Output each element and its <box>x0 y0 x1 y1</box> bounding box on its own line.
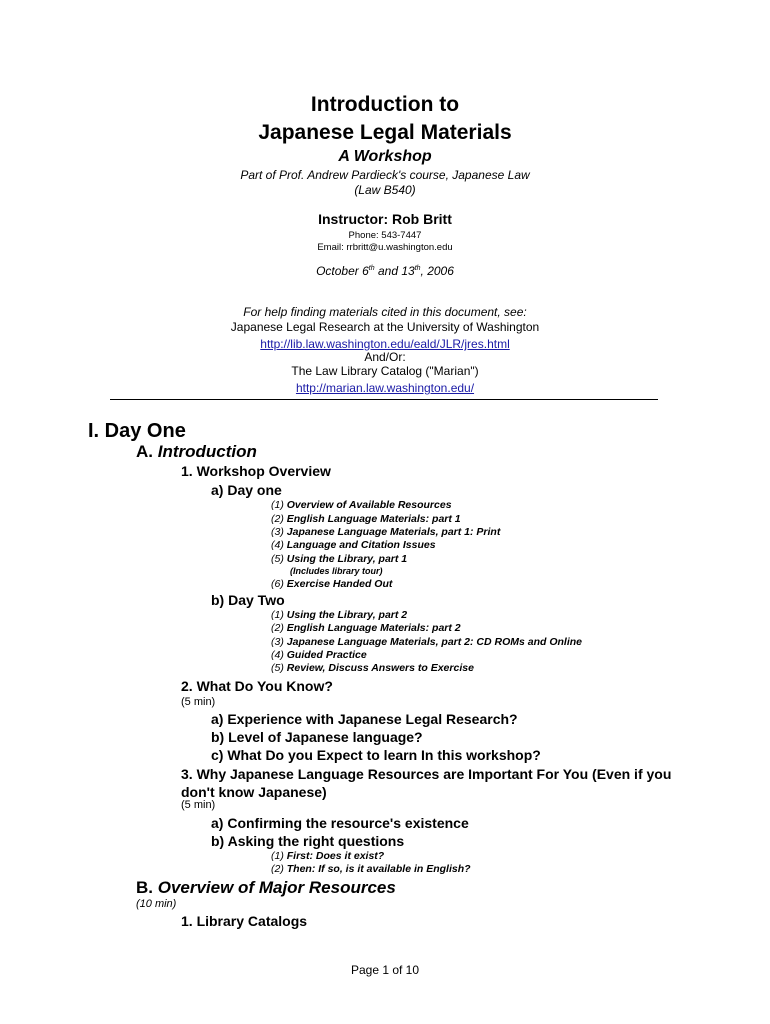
time-estimate: (10 min) <box>136 898 177 910</box>
section-day-one: I. Day One <box>88 420 186 442</box>
why-japanese-heading: 3. Why Japanese Language Resources are Important For You (Even if you don't know Japanese) <box>181 766 672 800</box>
email: Email: rrbritt@u.washington.edu <box>317 242 453 253</box>
list-item: (4) Guided Practice <box>271 649 367 661</box>
resource-2-link-row <box>0 379 770 397</box>
instructor: Instructor: Rob Britt <box>318 211 452 227</box>
day-two-heading: b) Day Two <box>211 592 285 608</box>
library-tour-note: (Includes library tour) <box>290 566 383 576</box>
resource-2-name: The Law Library Catalog ("Marian") <box>291 364 479 378</box>
know-item: a) Experience with Japanese Legal Research? <box>211 711 518 727</box>
library-catalogs: 1. Library Catalogs <box>181 913 308 929</box>
help-intro: For help finding materials cited in this document, see: <box>243 305 527 319</box>
workshop-overview: 1. Workshop Overview <box>181 463 331 479</box>
know-item: b) Level of Japanese language? <box>211 729 423 745</box>
title-line-2: Japanese Legal Materials <box>258 121 512 144</box>
list-item: (1) First: Does it exist? <box>271 850 385 862</box>
list-item: (2) Then: If so, is it available in English? <box>271 863 471 875</box>
list-item: (2) English Language Materials: part 1 <box>271 513 461 525</box>
workshop-dates: October 6th and 13th, 2006 <box>316 264 454 278</box>
section-introduction: A. Introduction <box>136 442 257 461</box>
section-overview-major-resources: B. Overview of Major Resources <box>136 878 396 897</box>
list-item: (4) Language and Citation Issues <box>271 539 436 551</box>
why-item: b) Asking the right questions <box>211 833 405 849</box>
list-item: (2) English Language Materials: part 2 <box>271 622 461 634</box>
page-number: Page 1 of 10 <box>350 963 420 977</box>
resource-1-name: Japanese Legal Research at the University of Washington <box>230 320 540 334</box>
list-item: (1) Using the Library, part 2 <box>271 609 408 621</box>
time-estimate: (5 min) <box>181 799 216 811</box>
list-item: (3) Japanese Language Materials, part 2: CD ROMs and Online <box>271 636 583 648</box>
resource-2-link[interactable]: http://marian.law.washington.edu/ <box>295 381 475 395</box>
course-line-1: Part of Prof. Andrew Pardieck's course, Japanese Law <box>240 168 530 182</box>
day-one-heading: a) Day one <box>211 482 282 498</box>
phone: Phone: 543-7447 <box>348 230 422 241</box>
list-item: (6) Exercise Handed Out <box>271 578 393 590</box>
why-item: a) Confirming the resource's existence <box>211 815 469 831</box>
know-item: c) What Do you Expect to learn In this workshop? <box>211 747 541 763</box>
title-line-1: Introduction to <box>310 93 460 116</box>
what-do-you-know: 2. What Do You Know? <box>181 678 333 694</box>
time-estimate: (5 min) <box>181 696 216 708</box>
list-item: (1) Overview of Available Resources <box>271 499 452 511</box>
resource-1-link[interactable]: http://lib.law.washington.edu/eald/JLR/jres.html <box>260 337 510 351</box>
list-item: (5) Using the Library, part 1 <box>271 553 408 565</box>
horizontal-rule <box>110 399 658 400</box>
course-line-2: (Law B540) <box>354 183 416 197</box>
list-item: (5) Review, Discuss Answers to Exercise <box>271 662 474 674</box>
subtitle: A Workshop <box>338 148 432 165</box>
and-or: And/Or: <box>364 350 406 364</box>
list-item: (3) Japanese Language Materials, part 1: Print <box>271 526 501 538</box>
